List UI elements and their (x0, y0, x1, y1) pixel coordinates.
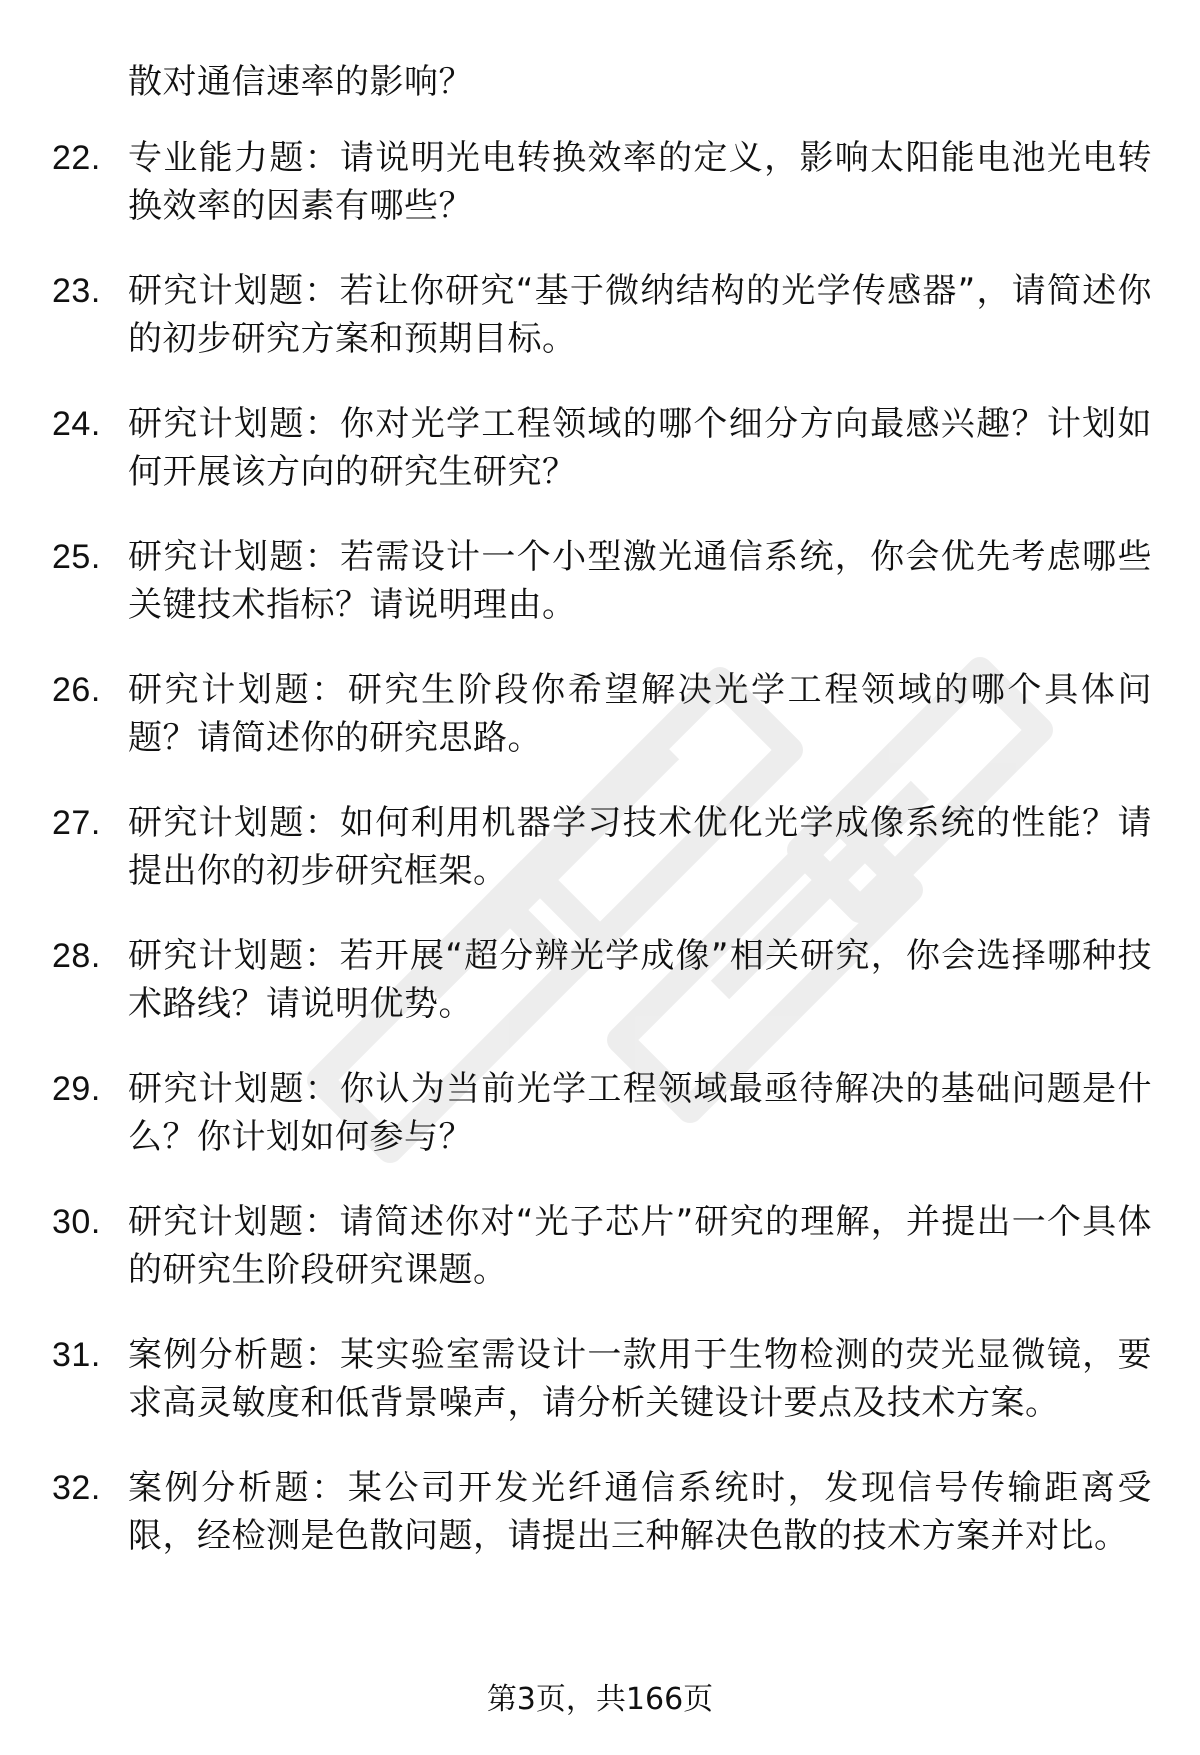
question-text: 研究计划题：你认为当前光学工程领域最亟待解决的基础问题是什么？你计划如何参与？ (128, 1069, 1152, 1157)
question-text: 研究计划题：请简述你对“光子芯片”研究的理解，并提出一个具体的研究生阶段研究课题。 (128, 1202, 1152, 1290)
question-text: 案例分析题：某公司开发光纤通信系统时，发现信号传输距离受限，经检测是色散问题，请提出三种解决色散的技术方案并对比。 (128, 1468, 1152, 1556)
question-item (52, 533, 1152, 629)
question-number: 24. (52, 405, 101, 443)
question-number: 29. (52, 1070, 101, 1108)
question-text: 案例分析题：某实验室需设计一款用于生物检测的荧光显微镜，要求高灵敏度和低背景噪声，请分析关键设计要点及技术方案。 (128, 1335, 1152, 1423)
question-number: 23. (52, 272, 101, 310)
question-text: 专业能力题：请说明光电转换效率的定义，影响太阳能电池光电转换效率的因素有哪些？ (128, 138, 1152, 226)
question-text: 研究计划题：你对光学工程领域的哪个细分方向最感兴趣？计划如何开展该方向的研究生研究？ (128, 404, 1152, 492)
continued-question-text: 散对通信速率的影响？ (128, 62, 473, 102)
question-text: 研究计划题：若让你研究“基于微纳结构的光学传感器”，请简述你的初步研究方案和预期目标。 (128, 271, 1152, 359)
question-number: 32. (52, 1469, 101, 1507)
question-item (52, 267, 1152, 363)
question-list (52, 134, 1152, 1597)
question-number: 26. (52, 671, 101, 709)
question-text: 研究计划题：如何利用机器学习技术优化光学成像系统的性能？请提出你的初步研究框架。 (128, 803, 1152, 891)
question-number: 30. (52, 1203, 101, 1241)
question-number: 22. (52, 139, 101, 177)
question-item (52, 1065, 1152, 1161)
question-item (52, 400, 1152, 496)
question-text: 研究计划题：若需设计一个小型激光通信系统，你会优先考虑哪些关键技术指标？请说明理由。 (128, 537, 1152, 625)
page-footer: 第3页，共166页 (486, 1682, 714, 1717)
question-text: 研究计划题：研究生阶段你希望解决光学工程领域的哪个具体问题？请简述你的研究思路。 (128, 670, 1152, 758)
question-item (52, 1198, 1152, 1294)
question-item (52, 1464, 1152, 1560)
question-number: 31. (52, 1336, 101, 1374)
question-item (52, 1331, 1152, 1427)
question-item (52, 799, 1152, 895)
question-number: 25. (52, 538, 101, 576)
question-text: 研究计划题：若开展“超分辨光学成像”相关研究，你会选择哪种技术路线？请说明优势。 (128, 936, 1152, 1024)
question-number: 28. (52, 937, 101, 975)
question-item (52, 932, 1152, 1028)
question-number: 27. (52, 804, 101, 842)
question-item (52, 134, 1152, 230)
question-item (52, 666, 1152, 762)
